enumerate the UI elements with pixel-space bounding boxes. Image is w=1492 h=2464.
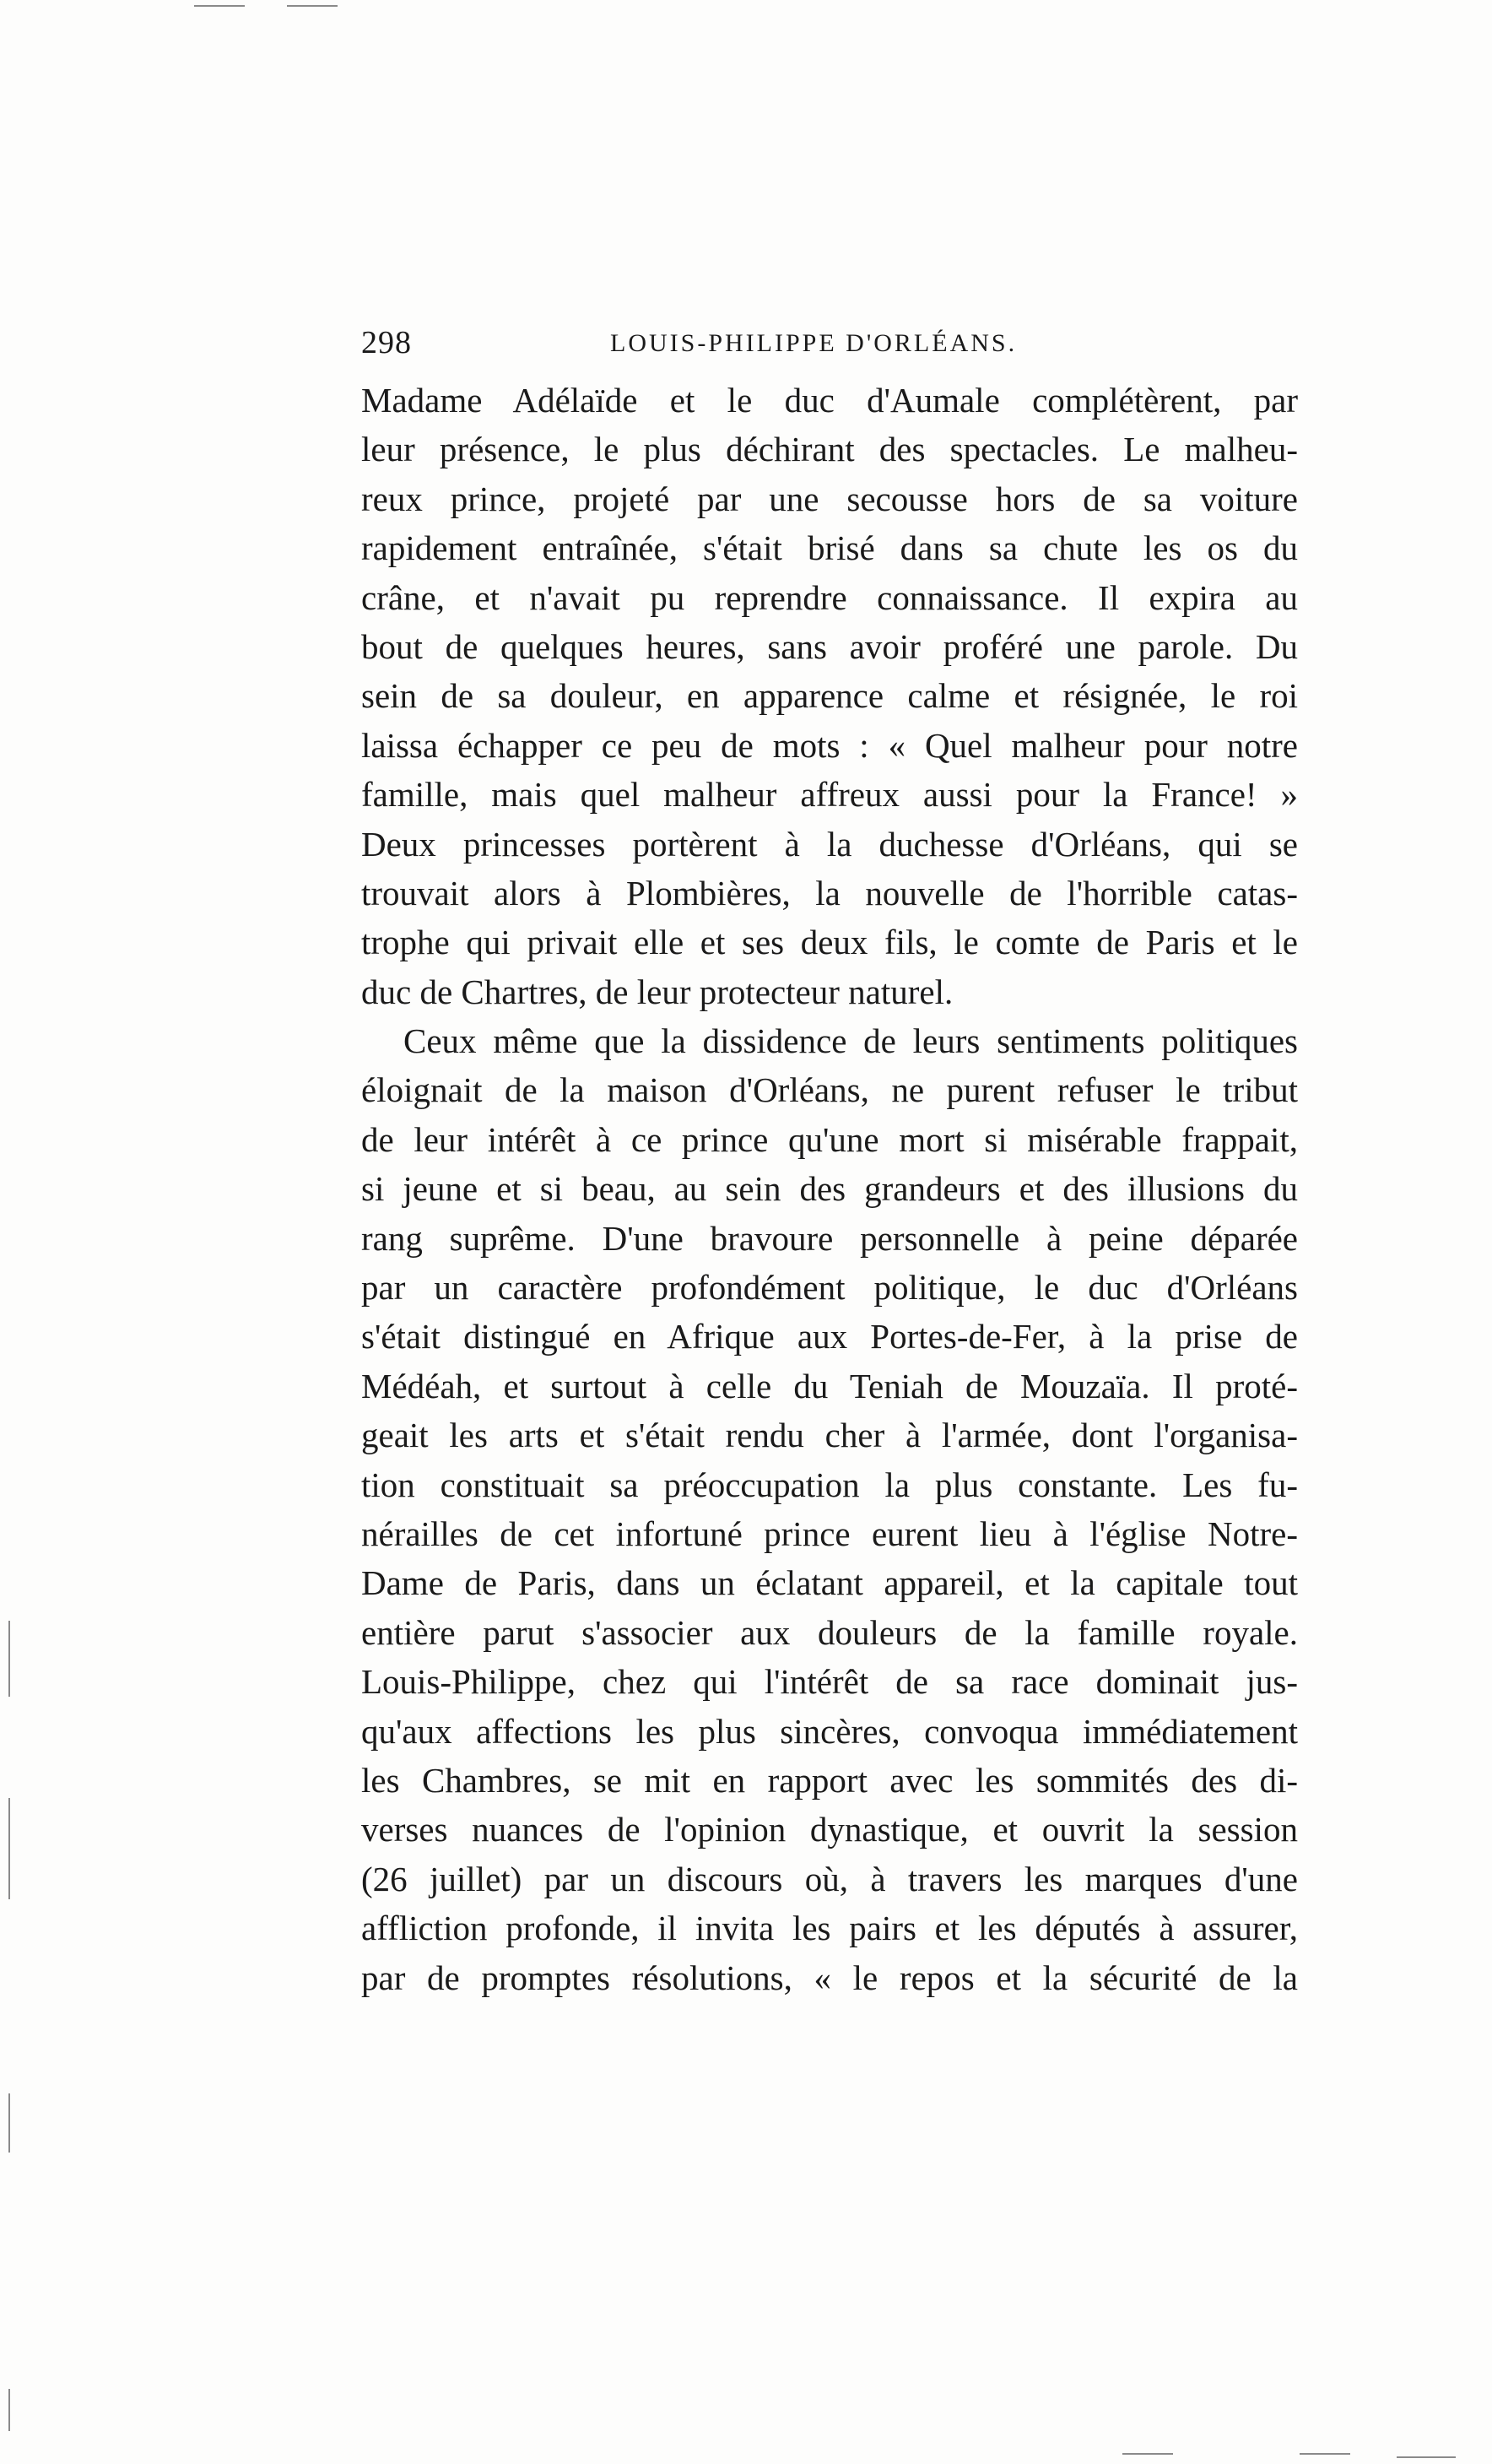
text-line: si jeune et si beau, au sein des grandeurs et des illusions du (361, 1169, 1298, 1209)
scan-mark-top-mid (287, 5, 338, 7)
text-line: leur présence, le plus déchirant des spectacles. Le malheu- (361, 430, 1298, 469)
text-line: qu'aux affections les plus sincères, convoqua immédiatement (361, 1711, 1298, 1751)
scan-mark-top-left (194, 5, 245, 7)
paragraph-2 (361, 1016, 1298, 2002)
text-line: affliction profonde, il invita les pairs et les députés à assurer, (361, 1909, 1298, 1948)
text-line: de leur intérêt à ce prince qu'une mort si misérable frappait, (361, 1119, 1298, 1159)
text-line: laissa échapper ce peu de mots : « Quel malheur pour notre (361, 725, 1298, 765)
text-line: par de promptes résolutions, « le repos et la sécurité de la (361, 1958, 1298, 1997)
text-line: tion constituait sa préoccupation la plus constante. Les fu- (361, 1465, 1298, 1504)
text-line: Louis-Philippe, chez qui l'intérêt de sa race dominait jus- (361, 1662, 1298, 1702)
text-line: éloignait de la maison d'Orléans, ne purent refuser le tribut (361, 1070, 1298, 1110)
text-line: entière parut s'associer aux douleurs de la famille royale. (361, 1612, 1298, 1652)
text-line: sein de sa douleur, en apparence calme et résignée, le roi (361, 676, 1298, 716)
text-line: Madame Adélaïde et le duc d'Aumale complétèrent, par (361, 381, 1298, 420)
text-line: trophe qui privait elle et ses deux fils, le comte de Paris et le (361, 923, 1298, 962)
text-line: trouvait alors à Plombières, la nouvelle de l'horrible catas- (361, 873, 1298, 912)
text-line: geait les arts et s'était rendu cher à l'armée, dont l'organisa- (361, 1416, 1298, 1455)
text-line: duc de Chartres, de leur protecteur naturel. (361, 972, 954, 1011)
text-body (361, 376, 1298, 2002)
text-line: les Chambres, se mit en rapport avec les sommités des di- (361, 1760, 1298, 1800)
text-line: rapidement entraînée, s'était brisé dans sa chute les os du (361, 528, 1298, 568)
text-line: Dame de Paris, dans un éclatant appareil, et la capitale tout (361, 1563, 1298, 1603)
scan-mark-left-3 (8, 2093, 10, 2153)
text-line: Deux princesses portèrent à la duchesse d'Orléans, qui se (361, 824, 1298, 864)
scan-mark-left-4 (8, 2389, 10, 2431)
scan-mark-bottom-1 (1122, 2453, 1173, 2455)
text-line: verses nuances de l'opinion dynastique, et ouvrit la session (361, 1810, 1298, 1849)
running-title: LOUIS-PHILIPPE D'ORLÉANS. (610, 329, 1018, 357)
text-line: bout de quelques heures, sans avoir proféré une parole. Du (361, 626, 1298, 666)
text-line: nérailles de cet infortuné prince eurent lieu à l'église Notre- (361, 1514, 1298, 1553)
text-line: (26 juillet) par un discours où, à travers les marques d'une (361, 1859, 1298, 1898)
text-line: s'était distingué en Afrique aux Portes-de-Fer, à la prise de (361, 1317, 1298, 1357)
scan-mark-left-2 (8, 1798, 10, 1899)
text-line: crâne, et n'avait pu reprendre connaissance. Il expira au (361, 577, 1298, 617)
text-line: famille, mais quel malheur affreux aussi pour la France! » (361, 775, 1298, 815)
scan-mark-left-1 (8, 1621, 10, 1697)
text-line: par un caractère profondément politique, le duc d'Orléans (361, 1268, 1298, 1308)
text-line: Médéah, et surtout à celle du Teniah de Mouzaïa. Il proté- (361, 1366, 1298, 1405)
running-header (361, 324, 1340, 366)
page-number: 298 (361, 325, 412, 360)
scan-mark-bottom-3 (1397, 2456, 1456, 2458)
text-line: reux prince, projeté par une secousse hors de sa voiture (361, 479, 1298, 518)
text-line: rang suprême. D'une bravoure personnelle à peine déparée (361, 1218, 1298, 1258)
text-line: Ceux même que la dissidence de leurs sentiments politiques (403, 1021, 1298, 1061)
scan-mark-bottom-2 (1300, 2453, 1350, 2455)
paragraph-1 (361, 376, 1298, 1016)
